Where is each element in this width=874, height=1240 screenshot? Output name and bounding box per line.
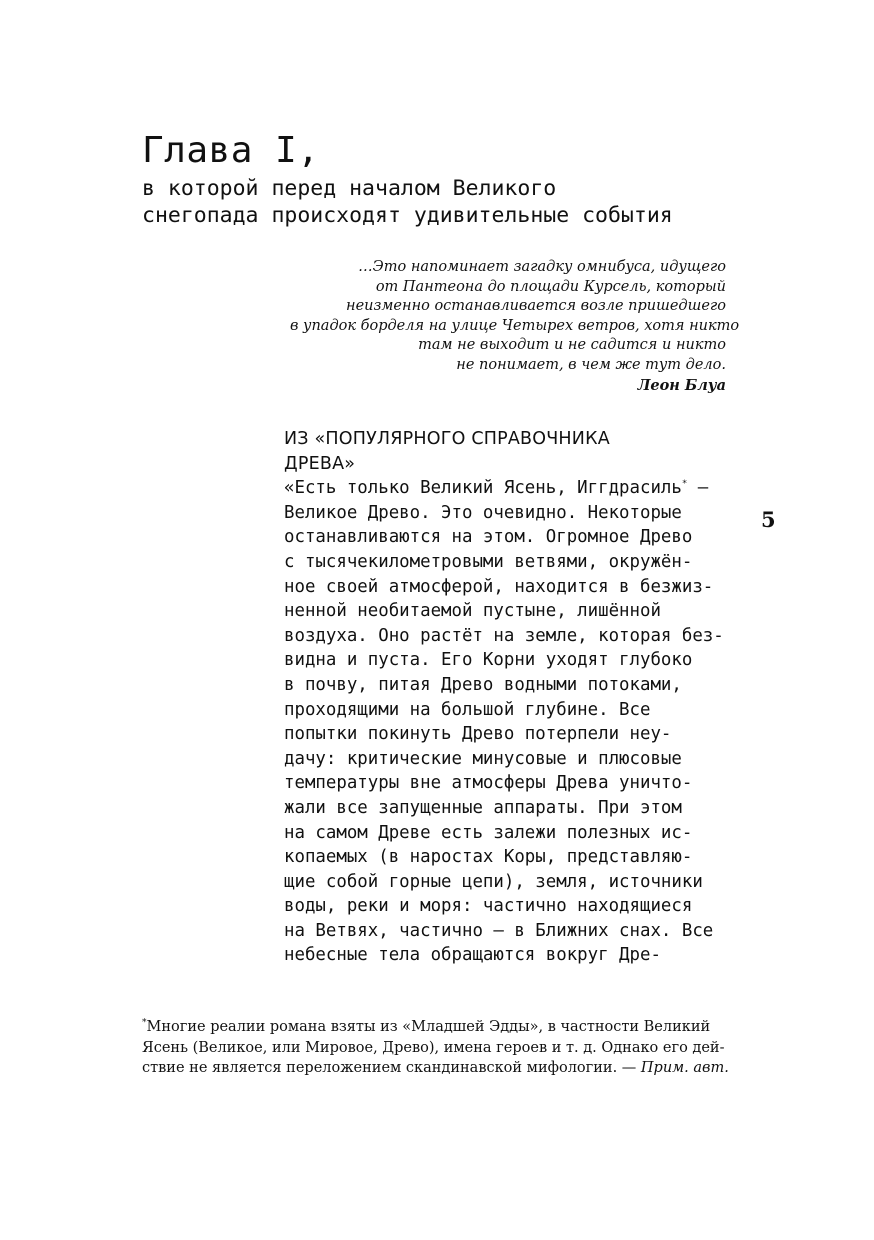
excerpt-first-line-end: — <box>687 478 709 499</box>
chapter-subtitle-line: снегопада происходят удивительные события <box>142 203 673 228</box>
footnote-line: Ясень (Великое, или Мировое, Древо), имена героев и т. д. Однако его дей- <box>142 1039 725 1056</box>
footnote-line-text: ствие не является переложением скандинавской мифологии. — <box>142 1060 641 1077</box>
excerpt-first-line <box>284 476 744 501</box>
footnote-line-text: Многие реалии романа взяты из «Младшей Эдды», в частности Великий <box>146 1019 711 1035</box>
chapter-subtitle-line: в которой перед началом Великого <box>142 176 557 201</box>
excerpt-line: жали все запущенные аппараты. При этом <box>284 797 682 818</box>
excerpt-line: с тысячекилометровыми ветвями, окружён- <box>284 551 693 572</box>
excerpt-line: ненной необитаемой пустыне, лишённой <box>284 601 661 622</box>
epigraph-line: от Пантеона до площади Курсель, который <box>375 278 726 295</box>
footnote-reference-mark[interactable]: * <box>681 479 688 490</box>
excerpt-line: щие собой горные цепи), земля, источники <box>284 871 703 892</box>
epigraph-line: в упадок борделя на улице Четырех ветров, хотя никто <box>290 317 740 334</box>
excerpt-line: копаемых (в наростах Коры, представляю- <box>284 847 693 868</box>
footnote-line <box>142 1017 742 1038</box>
epigraph <box>290 258 740 395</box>
footnote-attribution: Прим. авт. <box>640 1060 729 1077</box>
excerpt-heading-line: ДРЕВА» <box>284 453 356 474</box>
excerpt-line: дачу: критические минусовые и плюсовые <box>284 748 682 769</box>
excerpt-line: видна и пуста. Его Корни уходят глубоко <box>284 650 693 671</box>
excerpt-line: небесные тела обращаются вокруг Дре- <box>284 945 661 966</box>
epigraph-line: не понимает, в чем же тут дело. <box>456 356 726 373</box>
page-number: 5 <box>761 507 776 532</box>
epigraph-author: Леон Блуа <box>637 376 726 394</box>
excerpt-line: воды, реки и моря: частично находящиеся <box>284 896 693 917</box>
footnote-mark: * <box>142 1018 147 1029</box>
excerpt-heading-line: ИЗ «ПОПУЛЯРНОГО СПРАВОЧНИКА <box>284 429 610 449</box>
chapter-subtitle <box>142 175 742 229</box>
epigraph-line: там не выходит и не садится и никто <box>418 337 726 354</box>
excerpt-line: в почву, питая Древо водными потоками, <box>284 674 682 695</box>
excerpt-line: попытки покинуть Древо потерпели неу- <box>284 724 672 745</box>
chapter-title: Глава I, <box>142 130 320 171</box>
excerpt-line: ное своей атмосферой, находится в безжиз- <box>284 576 714 597</box>
excerpt-line: Великое Древо. Это очевидно. Некоторые <box>284 502 682 523</box>
excerpt-line: проходящими на большой глубине. Все <box>284 699 651 720</box>
footnote-line <box>142 1058 742 1079</box>
encyclopedia-excerpt <box>284 427 744 968</box>
excerpt-line: воздуха. Оно растёт на земле, которая без- <box>284 625 724 646</box>
excerpt-line: на Ветвях, частично — в Ближних снах. Все <box>284 920 714 941</box>
epigraph-line: неизменно останавливается возле пришедшего <box>346 298 726 315</box>
excerpt-line: на самом Древе есть залежи полезных ис- <box>284 822 693 843</box>
footnote <box>142 1017 742 1079</box>
excerpt-first-line-text: «Есть только Великий Ясень, Иггдрасиль <box>284 478 682 499</box>
epigraph-line: …Это напоминает загадку омнибуса, идущего <box>358 259 726 275</box>
excerpt-line: останавливаются на этом. Огромное Древо <box>284 527 693 548</box>
excerpt-line: температуры вне атмосферы Древа уничто- <box>284 773 693 794</box>
